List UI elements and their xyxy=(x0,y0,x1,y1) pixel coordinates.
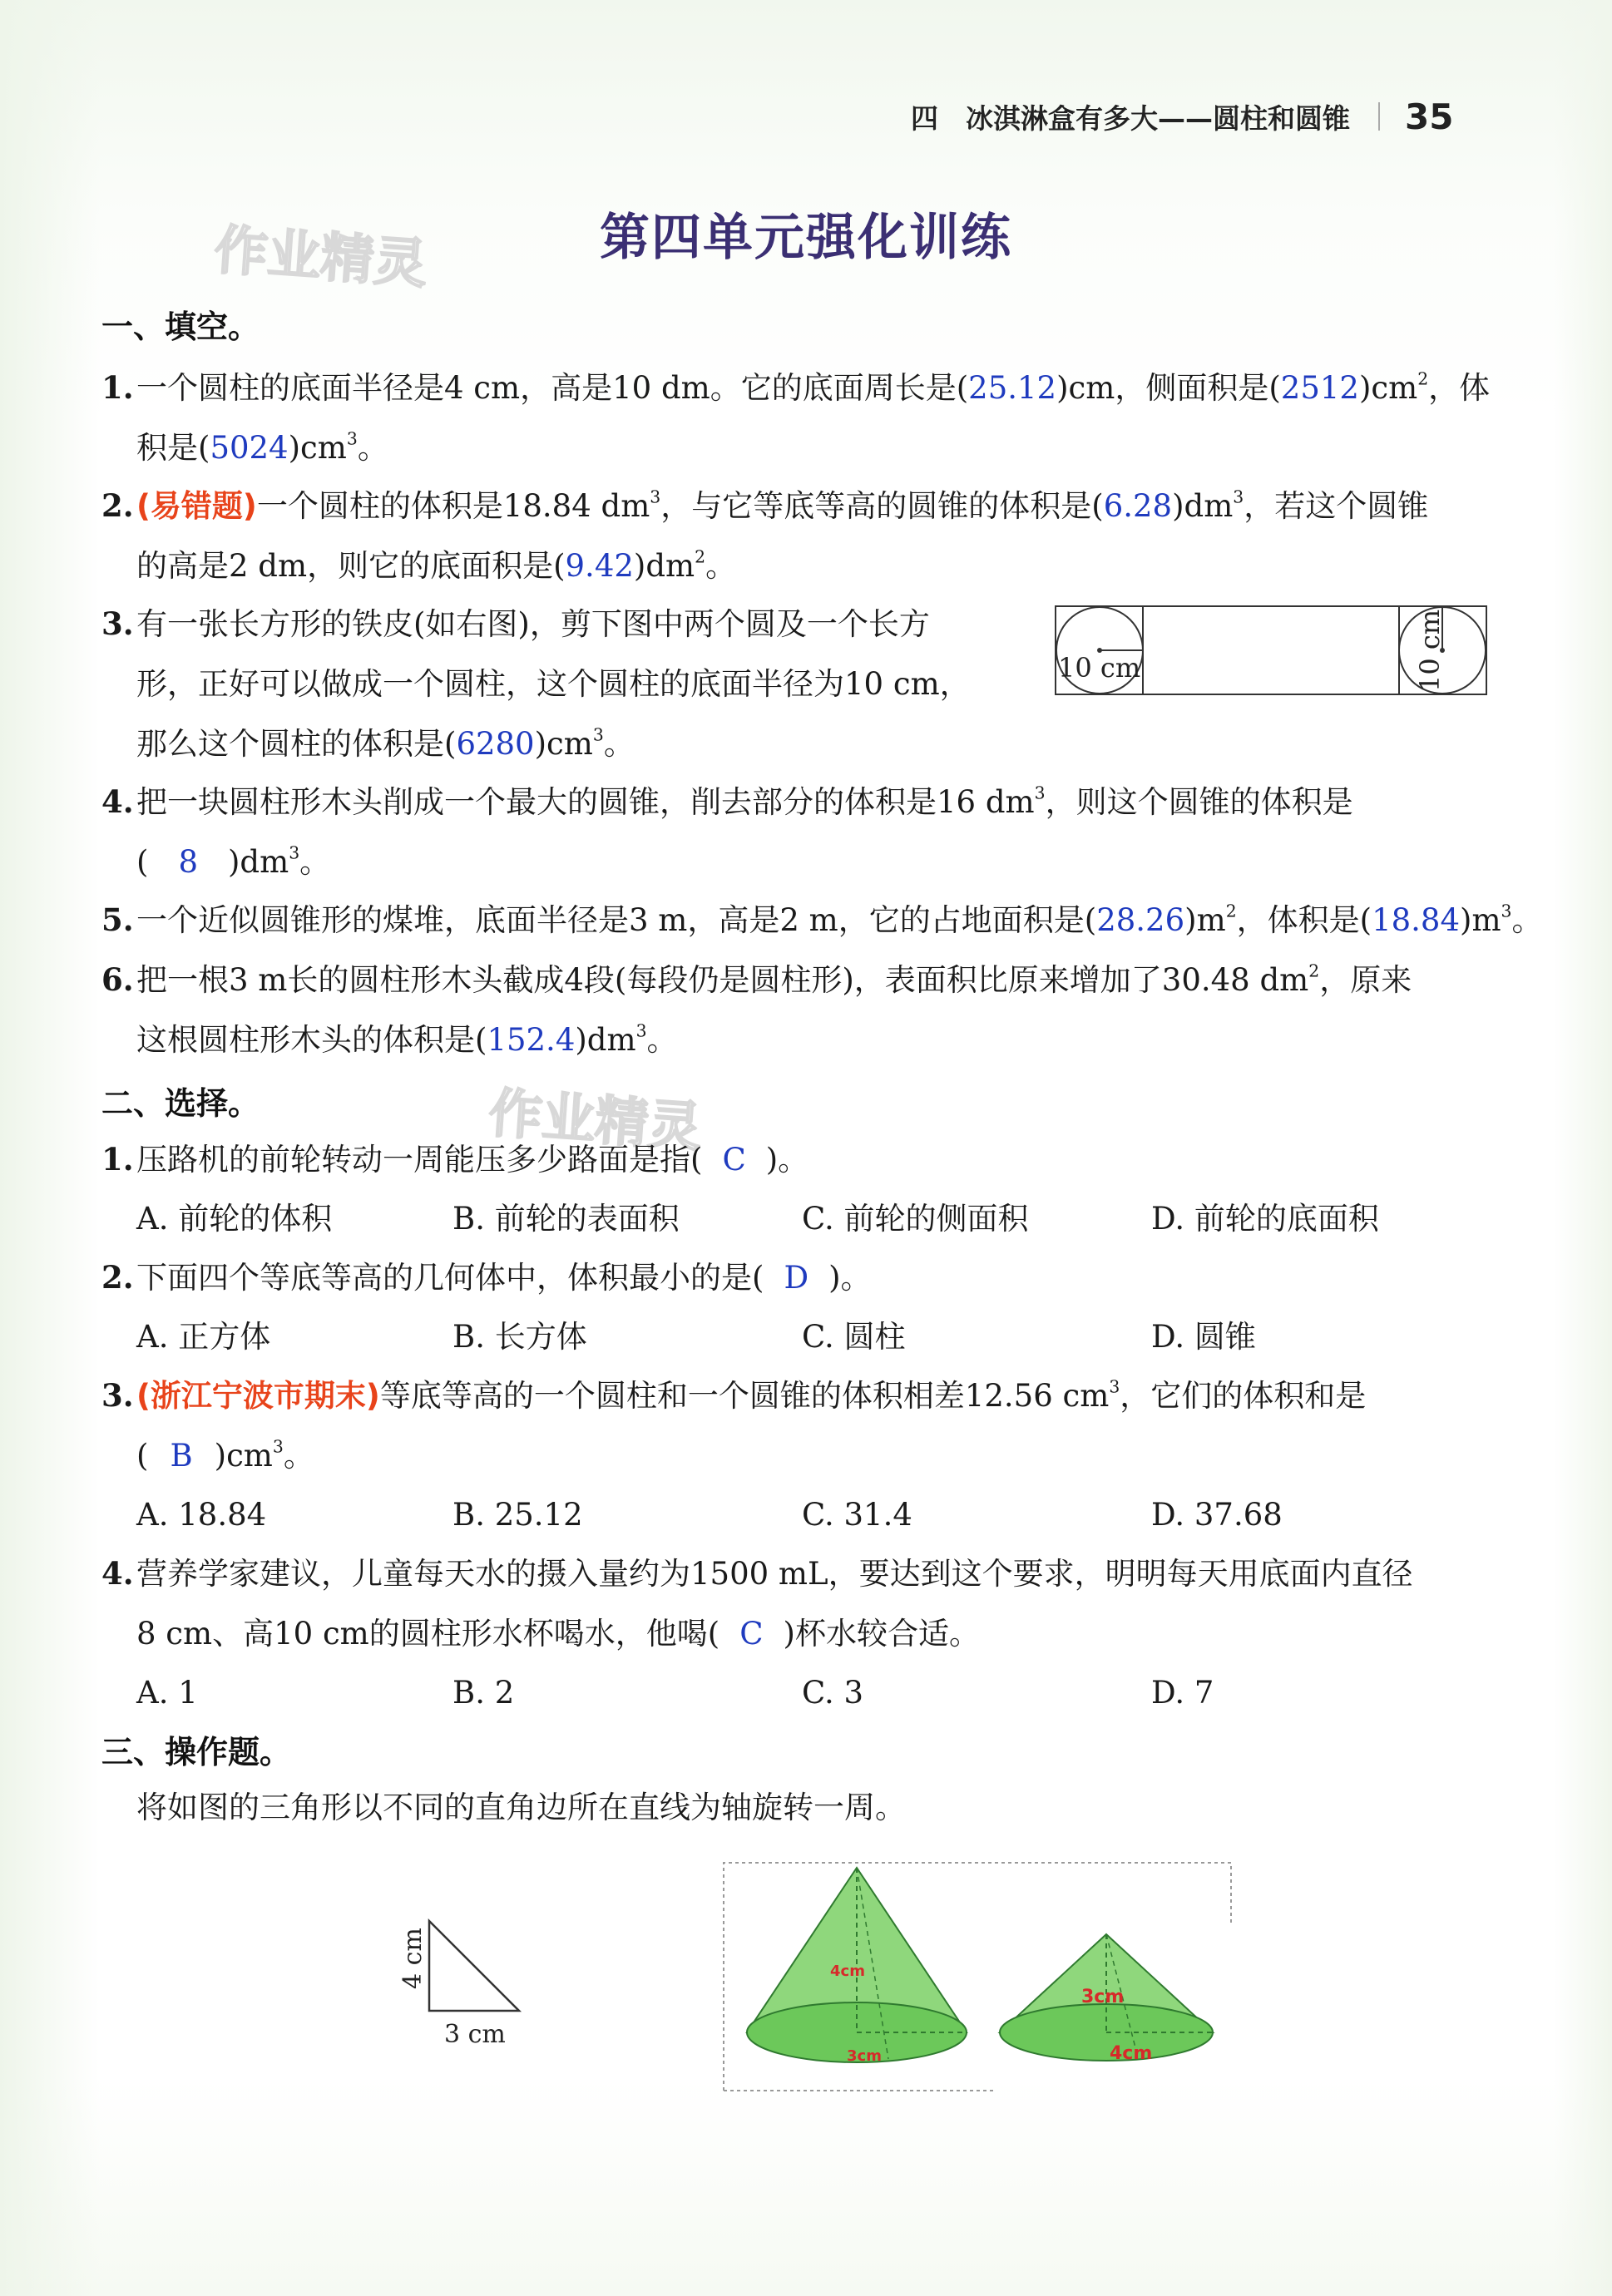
question-text: ，若这个圆锥 xyxy=(1244,488,1429,524)
question-text: 下面四个等底等高的几何体中，体积最小的是( xyxy=(136,1260,764,1296)
question-text: 。 xyxy=(603,726,635,762)
question-text: )dm xyxy=(227,844,289,880)
question-text: ，则这个圆锥的体积是 xyxy=(1045,784,1353,820)
question-text: ，体 xyxy=(1428,370,1491,406)
option-b: B. 长方体 xyxy=(452,1319,587,1355)
triangle-shape xyxy=(429,1921,519,2011)
section-fill-heading: 一、填空。 xyxy=(101,309,260,345)
question-text: ，原来 xyxy=(1319,962,1412,998)
question-text: 。 xyxy=(1511,902,1543,938)
option-b: B. 前轮的表面积 xyxy=(452,1201,680,1237)
answer: C xyxy=(739,1616,764,1652)
question-text: 有一张长方形的铁皮(如右图)，剪下图中两个圆及一个长方 xyxy=(136,606,930,642)
question-text: )cm xyxy=(288,430,347,466)
operation-instruction: 将如图的三角形以不同的直角边所在直线为轴旋转一周。 xyxy=(136,1790,906,1825)
fill-question-6 xyxy=(101,950,1412,1070)
answer: 28.26 xyxy=(1096,902,1185,938)
section-operation-heading: 三、操作题。 xyxy=(101,1734,292,1770)
superscript: 2 xyxy=(1225,901,1237,921)
question-text: )cm，侧面积是( xyxy=(1056,370,1281,406)
option-c: C. 圆柱 xyxy=(802,1319,906,1355)
superscript: 2 xyxy=(1417,368,1429,389)
question-text: )dm xyxy=(1172,488,1234,524)
cone-1 xyxy=(747,1868,967,2065)
label-right-radius: 10 cm xyxy=(1414,609,1446,692)
question-number: 4. xyxy=(101,1555,134,1592)
answer: 6.28 xyxy=(1103,488,1173,524)
question-text: 积是( xyxy=(136,430,210,466)
answer: C xyxy=(722,1142,746,1178)
question-number: 3. xyxy=(101,605,134,642)
triangle-base-label: 3 cm xyxy=(444,2020,506,2046)
answer: 152.4 xyxy=(487,1022,576,1058)
section-choice-heading: 二、选择。 xyxy=(101,1085,260,1122)
label-left-radius: 10 cm xyxy=(1058,652,1141,684)
triangle-height-label: 4 cm xyxy=(398,1928,428,1989)
question-number: 3. xyxy=(101,1377,134,1414)
question-text: 把一块圆柱形木头削成一个最大的圆锥，削去部分的体积是16 dm xyxy=(136,784,1035,820)
answer: 8 xyxy=(178,844,198,880)
question-text: )杯水较合适。 xyxy=(783,1616,980,1652)
watermark-middle: 作业精灵 xyxy=(487,1083,704,1159)
question-text: 。 xyxy=(299,844,331,880)
superscript: 2 xyxy=(695,546,706,567)
choice-question-4 xyxy=(101,1543,1413,1664)
question-text: ( xyxy=(136,1438,149,1474)
page-edge-right xyxy=(1554,0,1612,2296)
page-number: 35 xyxy=(1405,96,1454,137)
option-c: C. 31.4 xyxy=(802,1497,912,1533)
superscript: 2 xyxy=(1308,960,1320,981)
option-d: D. 前轮的底面积 xyxy=(1151,1201,1379,1237)
cone-2 xyxy=(1000,1934,1213,2064)
answer: 6280 xyxy=(456,726,535,762)
option-d: D. 7 xyxy=(1151,1675,1214,1711)
question-text: 那么这个圆柱的体积是( xyxy=(136,726,457,762)
question-text: )cm xyxy=(214,1438,273,1474)
question-text: )dm xyxy=(575,1022,636,1058)
question-number: 1. xyxy=(101,1141,134,1178)
option-b: B. 25.12 xyxy=(452,1497,583,1533)
question-text: 。 xyxy=(705,548,737,584)
choice-question-1 xyxy=(101,1129,808,1190)
question-text: )。 xyxy=(765,1142,809,1178)
question-text: ( xyxy=(136,844,149,880)
page-header xyxy=(911,91,1453,141)
fill-question-5 xyxy=(101,890,1543,950)
superscript: 3 xyxy=(346,428,358,449)
sheet-figure xyxy=(1055,605,1487,695)
superscript: 3 xyxy=(635,1020,647,1041)
page-edge-left xyxy=(0,0,100,2296)
question-number: 6. xyxy=(101,961,134,998)
answer: B xyxy=(170,1438,193,1474)
answer: 2512 xyxy=(1280,370,1359,406)
option-c: C. 前轮的侧面积 xyxy=(802,1201,1029,1237)
fill-question-3 xyxy=(101,594,971,774)
question-number: 4. xyxy=(101,783,134,820)
right-triangle-figure xyxy=(388,1913,529,2046)
question-text: 形，正好可以做成一个圆柱，这个圆柱的底面半径为10 cm， xyxy=(136,666,971,702)
watermark-top: 作业精灵 xyxy=(212,220,429,296)
question-text: )m xyxy=(1184,902,1226,938)
question-text: 等底等高的一个圆柱和一个圆锥的体积相差12.56 cm xyxy=(379,1378,1110,1414)
chapter-title: 四 冰淇淋盒有多大——圆柱和圆锥 xyxy=(911,101,1350,135)
superscript: 3 xyxy=(289,842,300,863)
choice-question-3 xyxy=(101,1365,1366,1486)
superscript: 3 xyxy=(1109,1376,1120,1397)
question-text: 这根圆柱形木头的体积是( xyxy=(136,1022,487,1058)
question-text: ，体积是( xyxy=(1236,902,1372,938)
question-text: 营养学家建议，儿童每天水的摄入量约为1500 mL，要达到这个要求，明明每天用底面内直径 xyxy=(136,1556,1413,1592)
option-b: B. 2 xyxy=(452,1675,515,1711)
answer: 5024 xyxy=(210,430,289,466)
choice-question-2 xyxy=(101,1247,872,1308)
question-tag: (浙江宁波市期末) xyxy=(136,1378,380,1414)
option-a: A. 1 xyxy=(136,1675,198,1711)
question-text: )cm xyxy=(534,726,593,762)
question-text: ，与它等底等高的圆锥的体积是( xyxy=(660,488,1104,524)
question-text: )cm xyxy=(1358,370,1418,406)
cone-2-radius-label: 4cm xyxy=(1110,2043,1153,2064)
question-text: )。 xyxy=(828,1260,872,1296)
question-text: 8 cm、高10 cm的圆柱形水杯喝水，他喝( xyxy=(136,1616,720,1652)
page-title: 第四单元强化训练 xyxy=(600,209,1012,267)
option-a: A. 18.84 xyxy=(136,1497,267,1533)
answer: 18.84 xyxy=(1372,902,1461,938)
superscript: 3 xyxy=(592,724,604,745)
header-divider xyxy=(1378,102,1380,131)
question-text: )dm xyxy=(633,548,695,584)
question-text: )m xyxy=(1460,902,1501,938)
option-a: A. 前轮的体积 xyxy=(136,1201,333,1237)
cones-answer-figure xyxy=(722,1859,1238,2092)
question-text: 一个圆柱的底面半径是4 cm，高是10 dm。它的底面周长是( xyxy=(136,370,969,406)
option-d: D. 圆锥 xyxy=(1151,1319,1256,1355)
superscript: 3 xyxy=(1034,783,1046,803)
question-text: 。 xyxy=(283,1438,314,1474)
cone-2-height-label: 3cm xyxy=(1081,1987,1125,2007)
option-d: D. 37.68 xyxy=(1151,1497,1283,1533)
question-number: 2. xyxy=(101,487,134,524)
question-number: 2. xyxy=(101,1259,134,1296)
question-text: 把一根3 m长的圆柱形木头截成4段(每段仍是圆柱形)，表面积比原来增加了30.48 dm xyxy=(136,962,1309,998)
answer: 25.12 xyxy=(968,370,1057,406)
question-text: 压路机的前轮转动一周能压多少路面是指( xyxy=(136,1142,703,1178)
fill-question-1 xyxy=(101,358,1490,478)
option-a: A. 正方体 xyxy=(136,1319,271,1355)
answer: 9.42 xyxy=(565,548,634,584)
question-text: 。 xyxy=(357,430,388,466)
question-text: 一个圆柱的体积是18.84 dm xyxy=(256,488,650,524)
option-c: C. 3 xyxy=(802,1675,864,1711)
fill-question-4 xyxy=(101,772,1353,892)
superscript: 3 xyxy=(1233,486,1244,507)
question-tag: (易错题) xyxy=(136,488,257,524)
question-text: ，它们的体积和是 xyxy=(1120,1378,1367,1414)
superscript: 3 xyxy=(1501,901,1512,921)
question-number: 5. xyxy=(101,901,134,938)
cone-1-radius-label: 3cm xyxy=(847,2047,882,2065)
question-text: 一个近似圆锥形的煤堆，底面半径是3 m，高是2 m，它的占地面积是( xyxy=(136,902,1097,938)
answer: D xyxy=(784,1260,809,1296)
question-text: 的高是2 dm，则它的底面积是( xyxy=(136,548,566,584)
superscript: 3 xyxy=(272,1436,284,1457)
superscript: 3 xyxy=(650,486,661,507)
question-number: 1. xyxy=(101,369,134,406)
cone-1-height-label: 4cm xyxy=(830,1963,865,1980)
question-text: 。 xyxy=(646,1022,678,1058)
fill-question-2 xyxy=(101,476,1428,596)
